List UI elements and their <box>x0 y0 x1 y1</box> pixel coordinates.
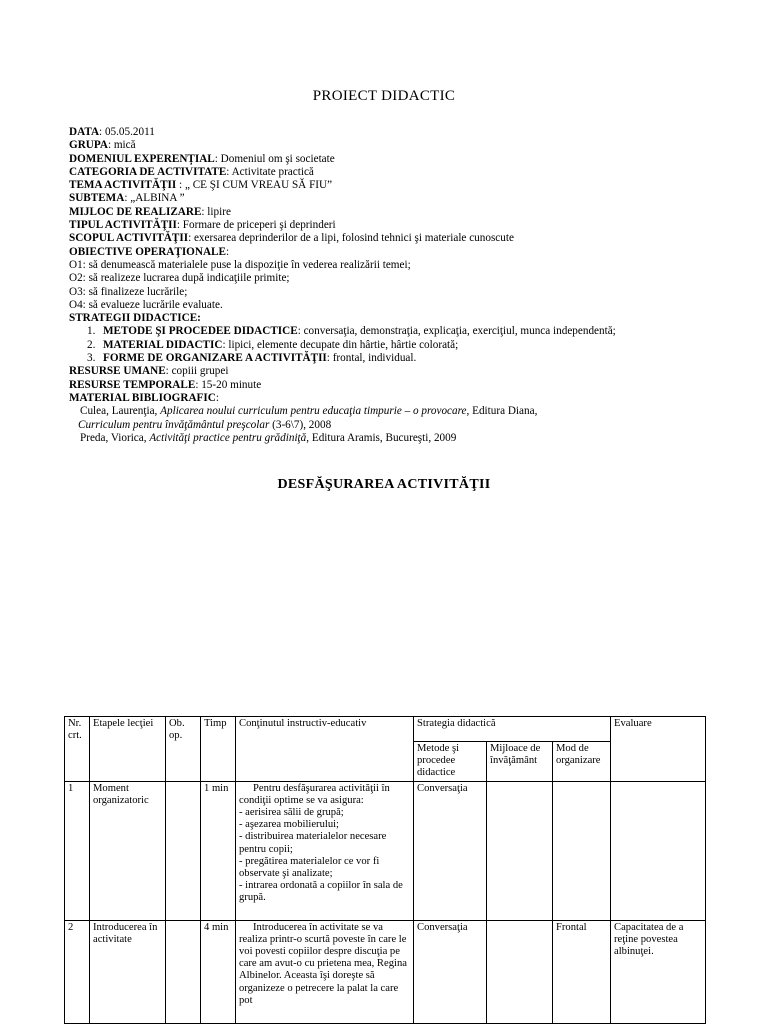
cell-nr: 1 <box>65 781 90 920</box>
header-ob: Ob. op. <box>166 717 201 782</box>
header-mijloace: Mijloace de învăţământ <box>487 742 553 782</box>
document-title: PROIECT DIDACTIC <box>312 88 456 104</box>
info-resurse-temporale: RESURSE TEMPORALE: 15-20 minute <box>69 378 262 391</box>
info-tipul: TIPUL ACTIVITĂŢII: Formare de priceperi şi deprinderi <box>69 219 336 232</box>
bib-entry: Culea, Laurenţia, Aplicarea noului curriculum pentru educaţia timpurie – o provocare, Editura Diana, <box>80 405 538 418</box>
bib-entry: Preda, Viorica, Activităţi practice pentru grădiniţă, Editura Aramis, Bucureşti, 2009 <box>80 431 457 444</box>
objective-item: O1: să denumească materialele puse la dispoziţie în vederea realizării temei; <box>69 258 411 271</box>
strategy-item: 1. METODE ŞI PROCEDEE DIDACTICE: conversaţia, demonstraţia, explicaţia, exerciţiul, munca independentă; <box>87 325 616 338</box>
strategy-list <box>69 325 709 365</box>
info-resurse-umane: RESURSE UMANE: copiii grupei <box>69 365 229 378</box>
bib-entry: Curriculum pentru învăţământul preşcolar (3-6\7), 2008 <box>78 418 332 431</box>
info-grupa: GRUPA: mică <box>69 139 136 152</box>
info-mijloc: MIJLOC DE REALIZARE: lipire <box>69 205 231 218</box>
info-strategii: STRATEGII DIDACTICE: <box>69 312 201 325</box>
info-categoria: CATEGORIA DE ACTIVITATE: Activitate practică <box>69 165 314 178</box>
info-data: DATA: 05.05.2011 <box>69 126 155 138</box>
strategy-item: 2. MATERIAL DIDACTIC: lipici, elemente decupate din hârtie, hârtie colorată; <box>87 338 459 351</box>
objective-item: O2: să realizeze lucrarea după indicaţiile primite; <box>69 272 290 285</box>
section-title: DESFĂŞURAREA ACTIVITĂŢII <box>277 477 491 492</box>
cell-etapa: Introducerea în activitate <box>90 920 166 1023</box>
cell-evaluare: Capacitatea de a reţine povestea albinuţei. <box>611 920 706 1023</box>
table-row <box>65 920 706 1023</box>
objective-item: O4: să evalueze lucrările evaluate. <box>69 298 223 311</box>
info-material-bibliografic: MATERIAL BIBLIOGRAFIC: <box>69 391 219 404</box>
cell-mod <box>553 781 611 920</box>
info-obiective: OBIECTIVE OPERAŢIONALE: <box>69 245 230 258</box>
header-mod: Mod de organizare <box>553 742 611 782</box>
cell-mijloace <box>487 781 553 920</box>
cell-metode: Conversaţia <box>414 920 487 1023</box>
cell-metode: Conversaţia <box>414 781 487 920</box>
project-info <box>69 126 709 445</box>
activity-table <box>64 716 706 1024</box>
cell-etapa: Moment organizatoric <box>90 781 166 920</box>
info-subtema: SUBTEMA: „ALBINA ” <box>69 192 185 205</box>
info-scopul: SCOPUL ACTIVITĂŢII: exersarea deprinderilor de a lipi, folosind tehnici şi materiale cunoscute <box>69 232 514 245</box>
cell-mijloace <box>487 920 553 1023</box>
cell-continut: Introducerea în activitate se va realiza printr-o scurtă poveste în care le voi povesti copiilor despre discuţia pe care am avut-o cu prietena mea, Regina Albinelor. Aceasta îşi doreşte să organizeze o petrecere la palat la care pot <box>236 920 414 1023</box>
cell-evaluare <box>611 781 706 920</box>
objective-item: O3: să finalizeze lucrările; <box>69 285 188 298</box>
cell-timp: 1 min <box>201 781 236 920</box>
cell-continut: Pentru desfăşurarea activităţii în condiţii optime se va asigura: - aerisirea sălii de grupă; - aşezarea mobilierului; - distribuirea materialelor necesare pentru copii; - pregătirea materialelor ce vor fi observate şi analizate; - intrarea ordonată a copiilor în sala de grupă. <box>236 781 414 920</box>
cell-timp: 4 min <box>201 920 236 1023</box>
header-nr: Nr. crt. <box>65 717 90 782</box>
header-metode: Metode şi procedee didactice <box>414 742 487 782</box>
strategy-item: 3. FORME DE ORGANIZARE A ACTIVITĂŢII: frontal, individual. <box>87 352 417 365</box>
header-timp: Timp <box>201 717 236 782</box>
info-domeniul: DOMENIUL EXPERENȚIAL: Domeniul om şi societate <box>69 152 335 165</box>
header-evaluare: Evaluare <box>611 717 706 782</box>
cell-ob <box>166 920 201 1023</box>
bibliography <box>69 405 709 445</box>
table-row <box>65 781 706 920</box>
header-etapele: Etapele lecţiei <box>90 717 166 782</box>
info-tema: TEMA ACTIVITĂŢII : „ CE ŞI CUM VREAU SĂ FIU” <box>69 179 333 192</box>
header-strategia: Strategia didactică <box>414 717 611 742</box>
header-continut: Conţinutul instructiv-educativ <box>236 717 414 782</box>
table-header-row <box>65 717 706 742</box>
cell-nr: 2 <box>65 920 90 1023</box>
cell-ob <box>166 781 201 920</box>
cell-mod: Frontal <box>553 920 611 1023</box>
